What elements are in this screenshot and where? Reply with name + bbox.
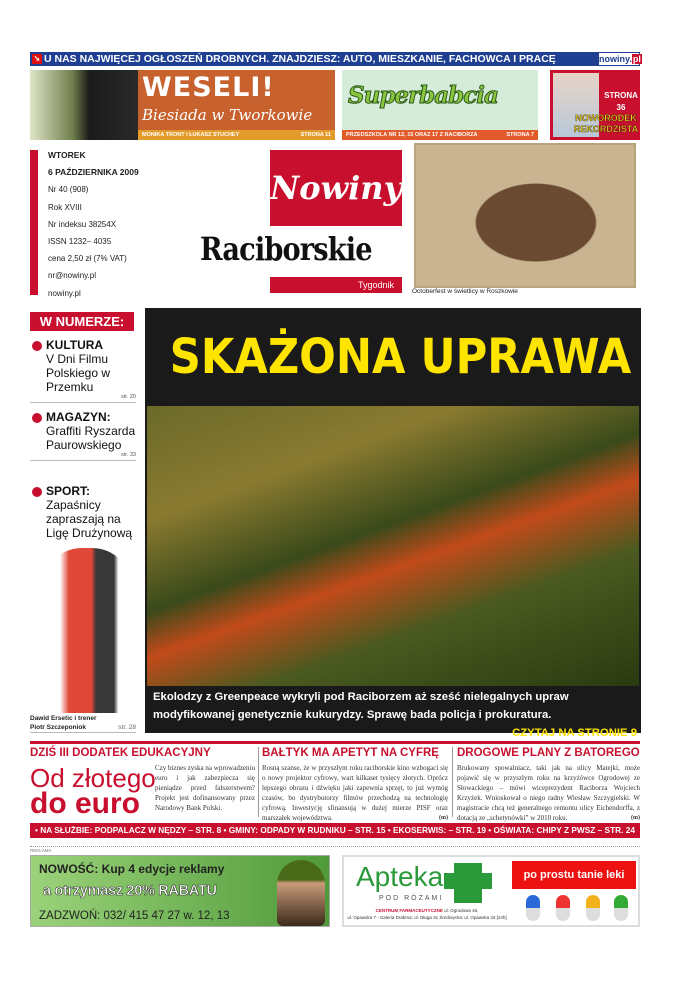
teaser-superbabcia[interactable] <box>342 70 538 140</box>
teaser-title-2: REKORDZISTA <box>573 124 639 134</box>
ad-discount: a otrzymasz 20% RABATU <box>43 883 217 899</box>
photo-caption: Octoberfest w świetlicy w Roszkowie <box>412 288 518 295</box>
article-text: Brukowany spowalniacz, taki jak na ulicy Matejki, może pojawić się w przyszłym roku na krzyżówce Ogrodowej ze Słowackiego – mówi wiceprezydent Raciborza Wojciech Krzyżek. Wnioskował o niego radny Wiesław Szczygielski. W magistracie chcą też generalnego remontu ulicy Eichendorffa, z dotacją ze „schetynówki” w 2010 roku. <box>457 764 640 822</box>
top-banner-text: U NAS NAJWIĘCEJ OGŁOSZEŃ DROBNYCH. ZNAJDZIESZ: AUTO, MIESZKANIE, FACHOWCA I PRACĘ <box>44 53 556 65</box>
pharmacy-cross-icon <box>444 873 492 889</box>
article-text: Czy biznes zyska na wprowadzeniu euro i jak zabezpiecza się pieniądze przed fałszerstwem? Projekt jest dofinansowany przez Narodowy Bank Polski. <box>155 764 255 812</box>
issue-number: Nr 40 (908) <box>48 185 89 195</box>
article-text: Rosną szanse, że w przyszłym roku raciborskie kino wzbogaci się o nowy projektor cyfrowy, wart kilkaset tysięcy złotych. Oprócz lepszego obrazu i dźwięku jaki zapewnia sprzęt, to już wymóg czasów, bo dystrybutorzy filmów przechodzą na technologię cyfrową. Inwestycję sfinansują w dużej mierze PISF oraz marszałek województwa. <box>262 764 448 822</box>
article-title: BAŁTYK MA APETYT NA CYFRĘ <box>262 747 439 759</box>
in-issue-sport[interactable] <box>30 484 136 540</box>
edu-title-2: do euro <box>30 787 140 820</box>
article-baltyk[interactable] <box>262 747 448 823</box>
teaser-page: 36 <box>616 103 626 112</box>
bullet-icon <box>32 413 42 423</box>
issue-bar <box>30 150 38 295</box>
teaser-title: WESELI! <box>142 72 275 103</box>
pill-icon <box>586 895 600 921</box>
in-issue-title: W NUMERZE: <box>30 312 134 331</box>
caption-line: Dawid Ersetic i trener <box>30 715 97 722</box>
pill-icon <box>556 895 570 921</box>
issue-date: 6 PAŹDZIERNIKA 2009 <box>48 167 139 178</box>
issue-index: Nr indeksu 38254X <box>48 219 117 229</box>
lead-story[interactable] <box>145 308 641 739</box>
wedding-photo <box>30 70 138 140</box>
section-desc: Zapaśnicy zapraszają na Ligę Drużynową <box>46 498 133 540</box>
octoberfest-photo[interactable] <box>414 143 636 288</box>
lead-headline: SKAŻONA UPRAWA <box>169 329 632 385</box>
section-page: str. 33 <box>30 452 136 461</box>
lead-caption: Ekolodzy z Greenpeace wykryli pod Raciborzem aż sześć nielegalnych upraw modyfikowanej genetycznie kukurydzy. Sprawę bada policja i prokuratura. <box>153 691 569 721</box>
teaser-page: STRONA 11 <box>300 132 331 138</box>
section-desc: Graffiti Ryszarda Paurowskiego <box>46 424 136 452</box>
site-logo-name: nowiny. <box>599 54 632 64</box>
teaser-page: STRONA 7 <box>506 132 534 138</box>
apteka-address: ul. Ogrodowa 46, <box>442 908 479 913</box>
pill-icon <box>526 895 540 921</box>
read-more-link[interactable]: CZYTAJ NA STRONIE 9 <box>512 727 637 739</box>
ad-offer: Kup 4 edycje reklamy <box>101 862 225 876</box>
ad-new: NOWOŚĆ: <box>39 862 99 876</box>
issue-info <box>48 147 139 302</box>
teaser-subtitle: Biesiada w Tworkowie <box>142 106 313 124</box>
masthead-raciborskie: Raciborskie <box>200 230 372 268</box>
caption-line: Piotr Szczeponiok <box>30 724 86 731</box>
arrow-icon: ➘ <box>33 54 41 63</box>
apteka-slogan: po prostu tanie leki <box>512 861 636 889</box>
teaser-title: Superbabcia <box>348 82 498 109</box>
wrestlers-photo <box>42 548 132 713</box>
issue-year: Rok XVIII <box>48 202 82 212</box>
apteka-address-2: ul. Opawska 7 - Galeria Drabma; ul. Długa 31 Średnięcka; ul. Opawska 33 [24h] <box>347 915 507 920</box>
teaser-page-label: STRONA <box>604 91 638 100</box>
in-issue-magazyn[interactable] <box>30 410 136 461</box>
caption-page: str. 28 <box>118 724 136 731</box>
divider <box>258 747 259 817</box>
issue-email[interactable]: nr@nowiny.pl <box>48 271 96 281</box>
issue-price: cena 2,50 zł (7% VAT) <box>48 254 127 264</box>
issue-web[interactable]: nowiny.pl <box>48 288 81 298</box>
teaser-title: NOWORODEK <box>575 113 637 123</box>
top-banner[interactable] <box>30 52 640 66</box>
divider <box>30 741 640 744</box>
apteka-brand: Apteka <box>356 861 444 892</box>
section-page: str. 20 <box>30 394 136 403</box>
issue-day: WTOREK <box>48 150 86 160</box>
site-logo-tld: pl <box>632 54 641 64</box>
apteka-center: CENTRUM FARMACEUTYCZNE <box>375 908 443 913</box>
cornfield-photo <box>147 406 639 686</box>
teaser-weseli[interactable] <box>30 70 335 140</box>
site-logo[interactable] <box>598 52 640 66</box>
masthead-nowiny: Nowiny <box>270 150 402 226</box>
ad-apteka[interactable] <box>342 855 640 927</box>
divider <box>452 747 453 817</box>
apteka-sub: POD RÓŻAMI <box>379 895 444 902</box>
contents-strip[interactable]: • NA SŁUŻBIE: PODPALACZ W NĘDZY – STR. 8 • GMINY: ODPADY W RUDNIKU – STR. 15 • EKOSERWIS: – STR. 19 • OŚWIATA: CHIPY Z PWSZ – STR. 24 <box>30 823 640 838</box>
article-title: DZIŚ III DODATEK EDUKACYJNY <box>30 747 211 759</box>
teaser-noworodek[interactable] <box>550 70 640 140</box>
section-head: SPORT: <box>46 484 91 498</box>
pill-icon <box>614 895 628 921</box>
article-sign: (m) <box>439 815 448 821</box>
issue-issn: ISSN 1232– 4035 <box>48 237 112 247</box>
ad-rabat[interactable] <box>30 855 330 927</box>
woman-photo <box>277 860 325 926</box>
section-head: KULTURA <box>46 338 104 352</box>
ad-label: REKLAMA <box>30 846 640 853</box>
in-issue-kultura[interactable] <box>30 338 136 403</box>
section-desc: V Dni Filmu Polskiego w Przemku <box>46 352 111 394</box>
teaser-footer: PRZEDSZKOLA NR 12, 15 ORAZ 17 Z RACIBORZA <box>346 132 478 138</box>
article-drogowe[interactable] <box>457 747 640 823</box>
teaser-footer: MONIKA TRONT I ŁUKASZ STUCHEY <box>142 132 240 138</box>
wrestlers-caption <box>30 714 136 733</box>
masthead-tag: Tygodnik <box>270 277 402 293</box>
edu-title-1: Od złotego <box>30 763 156 793</box>
bullet-icon <box>32 341 42 351</box>
bullet-icon <box>32 487 42 497</box>
article-title: DROGOWE PLANY Z BATOREGO <box>457 747 640 759</box>
section-head: MAGAZYN: <box>46 410 111 424</box>
ad-phone: ZADZWOŃ: 032/ 415 47 27 w. 12, 13 <box>39 910 230 922</box>
article-sign: (m) <box>631 815 640 821</box>
